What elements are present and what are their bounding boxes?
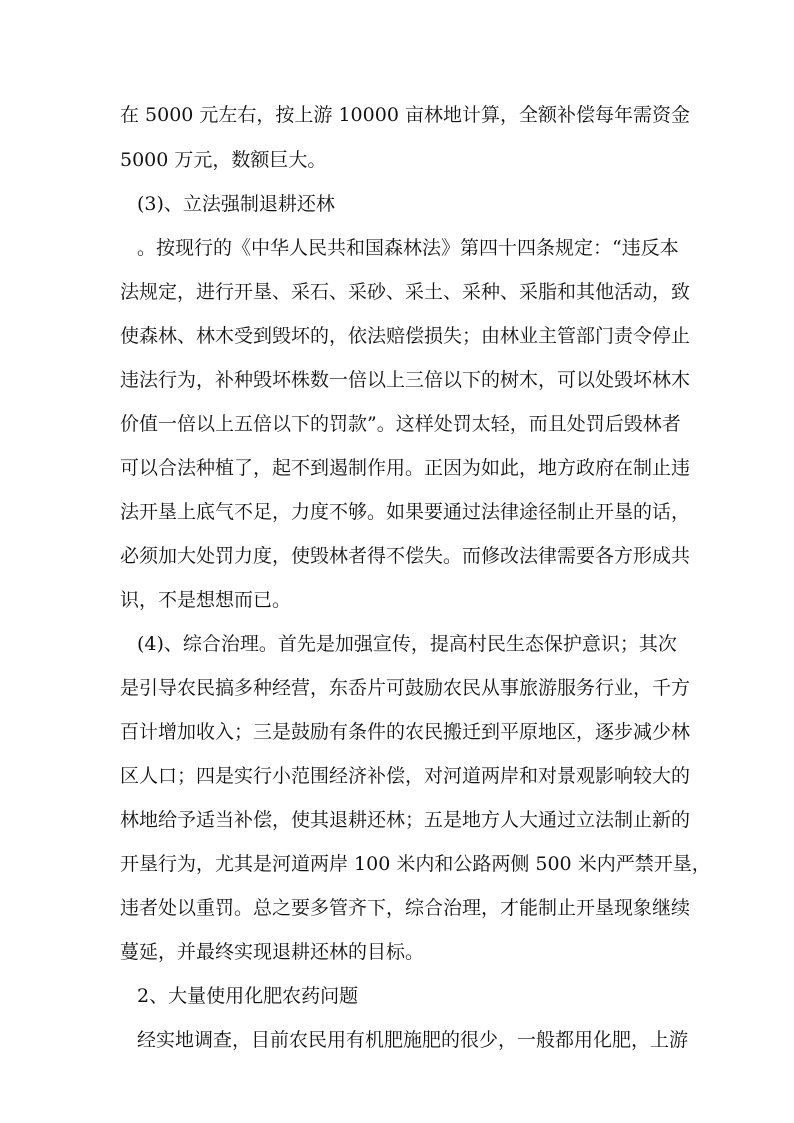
text-line: 区人口；四是实行小范围经济补偿，对河道两岸和对景观影响较大的 (120, 765, 691, 787)
text-line: 林地给予适当补偿，使其退耕还林；五是地方人大通过立法制止新的 (120, 809, 691, 831)
text-line: 蔓延，并最终实现退耕还林的目标。 (120, 941, 425, 963)
text-line: 违法行为，补种毁坏株数一倍以上三倍以下的树木，可以处毁坏林木 (120, 369, 691, 391)
text-line: 百计增加收入；三是鼓励有条件的农民搬迁到平原地区，逐步减少林 (120, 721, 691, 743)
text-line: 5000 万元，数额巨大。 (120, 149, 327, 171)
section-heading: (3)、立法强制退耕还林 (137, 193, 335, 215)
section-heading: 2、大量使用化肥农药问题 (137, 985, 359, 1007)
text-line: 价值一倍以上五倍以下的罚款”。这样处罚太轻，而且处罚后毁林者 (120, 413, 681, 435)
text-line: 必须加大处罚力度，使毁林者得不偿失。而修改法律需要各方形成共 (120, 545, 691, 567)
text-line: 开垦行为，尤其是河道两岸 100 米内和公路两侧 500 米内严禁开垦， (120, 853, 711, 875)
text-line: 法开垦上底气不足，力度不够。如果要通过法律途径制止开垦的话， (120, 501, 691, 523)
text-line: 在 5000 元左右，按上游 10000 亩林地计算，全额补偿每年需资金 (120, 104, 690, 126)
text-line: 使森林、林木受到毁坏的，依法赔偿损失；由林业主管部门责令停止 (120, 325, 691, 347)
text-line: 经实地调查，目前农民用有机肥施肥的很少，一般都用化肥，上游 (137, 1029, 689, 1051)
text-line: 法规定，进行开垦、采石、采砂、采土、采种、采脂和其他活动，致 (120, 281, 691, 303)
text-line: 识，不是想想而已。 (120, 589, 292, 611)
text-line: 可以合法种植了，起不到遏制作用。正因为如此，地方政府在制止违 (120, 457, 691, 479)
text-line: 是引导农民搞多种经营，东岙片可鼓励农民从事旅游服务行业，千方 (120, 677, 691, 699)
text-line: 违者处以重罚。总之要多管齐下，综合治理，才能制止开垦现象继续 (120, 897, 691, 919)
text-line: (4)、综合治理。首先是加强宣传，提高村民生态保护意识；其次 (137, 633, 677, 655)
text-line: 。按现行的《中华人民共和国森林法》第四十四条规定：“违反本 (137, 237, 679, 259)
